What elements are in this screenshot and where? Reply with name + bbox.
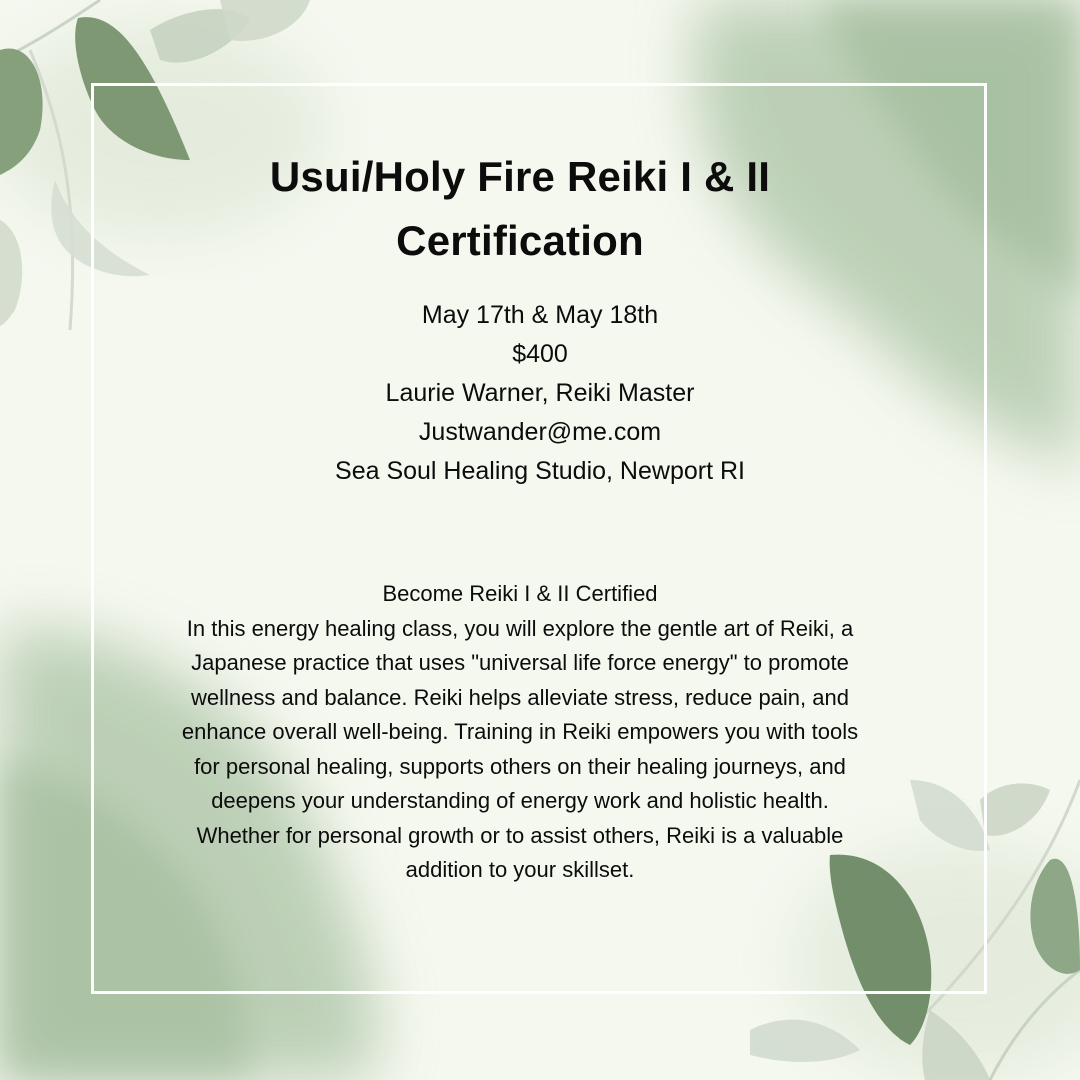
description-heading: Become Reiki I & II Certified bbox=[382, 581, 658, 606]
title-line-1: Usui/Holy Fire Reiki I & II bbox=[269, 153, 771, 200]
description-line: Whether for personal growth or to assist others, Reiki is a valuable bbox=[196, 822, 844, 848]
event-price: $400 bbox=[512, 340, 568, 368]
description-line: enhance overall well-being. Training in Reiki empowers you with tools bbox=[181, 719, 859, 744]
instructor-name: Laurie Warner, Reiki Master bbox=[385, 379, 695, 407]
page-title bbox=[140, 145, 900, 273]
event-details bbox=[200, 296, 880, 491]
course-description bbox=[100, 577, 940, 888]
event-dates: May 17th & May 18th bbox=[421, 301, 659, 329]
contact-email: Justwander@me.com bbox=[418, 418, 662, 446]
description-line: Japanese practice that uses "universal life force energy" to promote bbox=[191, 650, 849, 675]
event-location: Sea Soul Healing Studio, Newport RI bbox=[335, 457, 745, 485]
description-line: deepens your understanding of energy work and holistic health. bbox=[211, 788, 829, 813]
title-line-2: Certification bbox=[396, 217, 644, 264]
description-line: for personal healing, supports others on their healing journeys, and bbox=[194, 753, 846, 779]
description-line: In this energy healing class, you will explore the gentle art of Reiki, a bbox=[186, 615, 854, 641]
description-line: wellness and balance. Reiki helps alleviate stress, reduce pain, and bbox=[191, 684, 849, 710]
description-body bbox=[100, 612, 940, 888]
description-line: addition to your skillset. bbox=[405, 857, 635, 882]
